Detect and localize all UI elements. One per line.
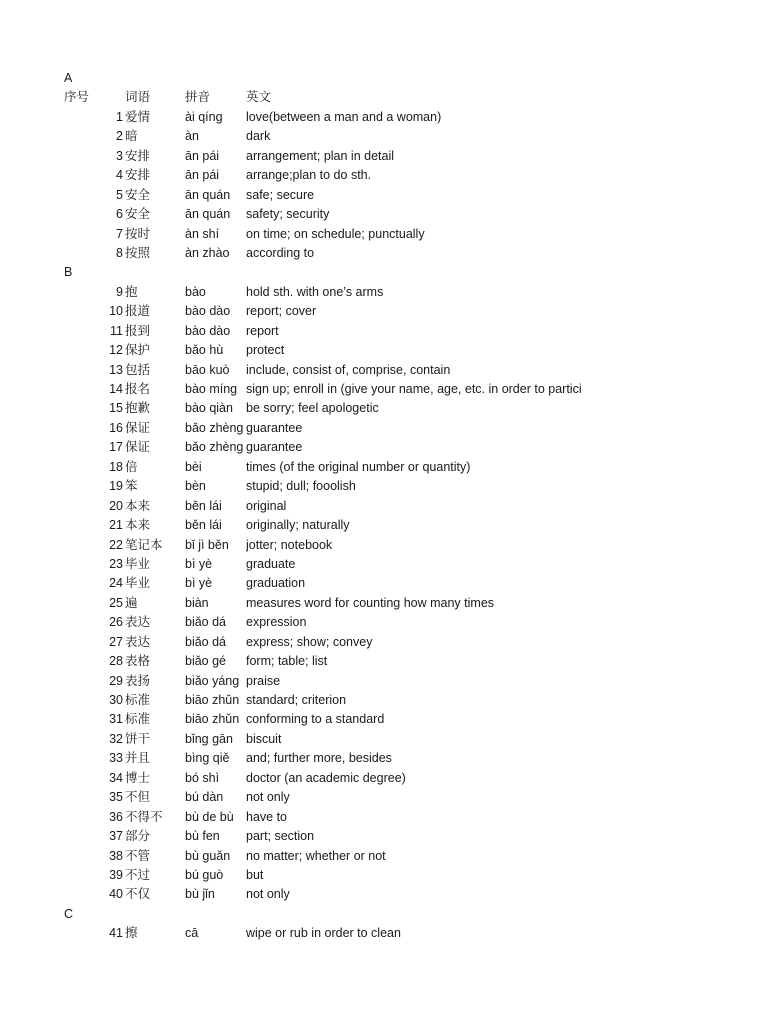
entry-meaning: love(between a man and a woman) (246, 109, 442, 124)
entry-word: 毕业 (125, 576, 151, 591)
header-meaning: 英文 (246, 90, 272, 105)
entry-meaning: safety; security (246, 207, 330, 222)
entry-meaning: conforming to a standard (246, 712, 385, 727)
section-letter: A (64, 71, 73, 85)
vocab-row (0, 847, 768, 866)
entry-word: 保护 (125, 343, 151, 358)
entry-number: 27 (109, 634, 123, 649)
vocab-row (0, 730, 768, 749)
vocab-row (0, 127, 768, 146)
vocab-row (0, 458, 768, 477)
entry-meaning: times (of the original number or quantity) (246, 459, 471, 474)
entry-number: 14 (109, 382, 123, 396)
entry-meaning: arrangement; plan in detail (246, 148, 395, 163)
entry-word: 按时 (125, 226, 151, 241)
vocab-row (0, 283, 768, 302)
entry-meaning: report (246, 323, 279, 338)
vocab-row (0, 808, 768, 827)
entry-pinyin: biǎo yáng (185, 673, 240, 688)
entry-meaning: report; cover (246, 304, 317, 319)
entry-pinyin: ān quán (185, 207, 231, 222)
entry-pinyin: bó shì (185, 770, 220, 785)
vocab-row (0, 672, 768, 691)
entry-word: 报道 (125, 304, 151, 319)
entry-number: 7 (116, 226, 123, 241)
vocab-row (0, 885, 768, 904)
vocab-row (0, 244, 768, 263)
vocab-row (0, 924, 768, 943)
entry-word: 并且 (125, 751, 151, 766)
entry-word: 暗 (125, 129, 138, 144)
entry-number: 12 (109, 343, 123, 358)
entry-pinyin: běn lái (185, 498, 222, 513)
entry-number: 38 (109, 848, 123, 863)
section-letter-row (0, 69, 768, 88)
vocab-row (0, 166, 768, 185)
vocab-row (0, 652, 768, 671)
entry-pinyin: biǎo dá (185, 615, 227, 630)
entry-number: 13 (109, 362, 123, 377)
vocab-row (0, 399, 768, 418)
entry-meaning: not only (246, 790, 290, 805)
entry-pinyin: àn shí (185, 226, 220, 241)
entry-number: 2 (116, 129, 123, 144)
entry-word: 毕业 (125, 556, 151, 571)
entry-pinyin: àn zhào (185, 245, 230, 260)
entry-pinyin: bǐ jì běn (185, 537, 229, 552)
entry-meaning: arrange;plan to do sth. (246, 168, 372, 183)
entry-number: 4 (116, 168, 123, 183)
entry-pinyin: àn (185, 129, 199, 144)
entry-number: 40 (109, 887, 123, 902)
entry-meaning: but (246, 867, 264, 882)
entry-number: 31 (109, 712, 123, 727)
vocab-row (0, 574, 768, 593)
entry-number: 10 (109, 304, 123, 319)
entry-pinyin: biàn (185, 595, 209, 610)
header-word: 词语 (125, 90, 151, 105)
entry-word: 标准 (125, 712, 151, 727)
entry-word: 表达 (125, 634, 151, 649)
entry-word: 保证 (125, 420, 151, 435)
entry-pinyin: bù de bù (185, 809, 234, 824)
entry-word: 笨 (125, 479, 138, 494)
entry-word: 按照 (125, 245, 151, 260)
entry-word: 本来 (125, 518, 151, 533)
entry-number: 1 (116, 109, 123, 124)
entry-meaning: standard; criterion (246, 693, 347, 707)
entry-meaning: sign up; enroll in (give your name, age, etc. in order to partici (246, 382, 582, 396)
entry-number: 8 (116, 245, 123, 260)
entry-word: 保证 (125, 440, 151, 455)
entry-number: 21 (109, 518, 123, 533)
header-row (0, 88, 768, 107)
entry-word: 不仅 (125, 887, 151, 902)
entry-pinyin: biǎo gé (185, 654, 227, 669)
vocab-row (0, 477, 768, 496)
entry-word: 表扬 (125, 673, 151, 688)
entry-meaning: include, consist of, comprise, contain (246, 362, 451, 377)
entry-number: 41 (109, 926, 123, 941)
entry-word: 安排 (125, 148, 151, 163)
entry-pinyin: ān pái (185, 148, 220, 163)
entry-word: 部分 (125, 829, 151, 844)
header-pinyin: 拼音 (185, 90, 211, 105)
entry-word: 饼干 (125, 731, 151, 746)
entry-pinyin: cā (185, 926, 199, 941)
entry-word: 笔记本 (125, 537, 163, 552)
entry-meaning: expression (246, 615, 307, 630)
entry-meaning: original (246, 498, 287, 513)
vocab-row (0, 419, 768, 438)
vocab-row (0, 225, 768, 244)
entry-pinyin: bào dào (185, 304, 231, 319)
vocab-row (0, 302, 768, 321)
entry-number: 32 (109, 731, 123, 746)
entry-pinyin: ài qíng (185, 109, 223, 124)
entry-word: 安排 (125, 168, 151, 183)
vocab-row (0, 613, 768, 632)
entry-pinyin: běn lái (185, 518, 222, 533)
entry-meaning: safe; secure (246, 187, 315, 202)
section-letter: B (64, 265, 73, 280)
entry-meaning: guarantee (246, 440, 303, 455)
entry-word: 不管 (125, 848, 151, 863)
entry-number: 22 (109, 537, 123, 552)
entry-word: 不过 (125, 867, 151, 882)
entry-number: 9 (116, 284, 123, 299)
entry-pinyin: bào (185, 284, 206, 299)
vocab-row (0, 497, 768, 516)
entry-meaning: praise (246, 673, 281, 688)
entry-number: 28 (109, 654, 123, 669)
entry-word: 安全 (125, 187, 151, 202)
entry-number: 18 (109, 459, 123, 474)
entry-word: 本来 (125, 498, 151, 513)
vocab-row (0, 594, 768, 613)
entry-meaning: not only (246, 887, 290, 902)
entry-word: 表达 (125, 615, 151, 630)
entry-word: 报名 (125, 382, 151, 396)
vocab-row (0, 186, 768, 205)
entry-word: 擦 (125, 926, 138, 941)
entry-word: 遍 (125, 595, 138, 610)
entry-pinyin: biāo zhǔn (185, 693, 240, 707)
entry-number: 36 (109, 809, 123, 824)
entry-word: 表格 (125, 654, 151, 669)
vocab-row (0, 691, 768, 710)
entry-meaning: hold sth. with one’s arms (246, 284, 384, 299)
entry-meaning: dark (246, 129, 271, 144)
entry-pinyin: ān pái (185, 168, 220, 183)
entry-pinyin: bì yè (185, 576, 213, 591)
entry-number: 34 (109, 770, 123, 785)
vocab-row (0, 516, 768, 535)
entry-pinyin: bù jǐn (185, 887, 215, 902)
entry-pinyin: bǎo zhèng (185, 420, 244, 435)
entry-meaning: biscuit (246, 731, 282, 746)
entry-number: 25 (109, 595, 123, 610)
entry-pinyin: bú guò (185, 867, 224, 882)
entry-number: 23 (109, 556, 123, 571)
entry-meaning: jotter; notebook (246, 537, 333, 552)
entry-meaning: guarantee (246, 420, 303, 435)
vocab-row (0, 205, 768, 224)
vocab-row (0, 438, 768, 457)
entry-word: 标准 (125, 693, 151, 707)
section-letter: C (64, 906, 74, 921)
entry-pinyin: ān quán (185, 187, 231, 202)
entry-meaning: according to (246, 245, 315, 260)
entry-number: 26 (109, 615, 123, 630)
entry-meaning: on time; on schedule; punctually (246, 226, 425, 241)
entry-number: 16 (109, 420, 123, 435)
vocab-row (0, 788, 768, 807)
vocab-row (0, 380, 768, 399)
vocab-row (0, 108, 768, 127)
entry-pinyin: bǎo zhèng (185, 440, 244, 455)
entry-word: 倍 (125, 459, 138, 474)
vocabulary-sheet (0, 69, 768, 944)
vocab-row (0, 536, 768, 555)
entry-pinyin: biǎo dá (185, 634, 227, 649)
entry-pinyin: bào qiàn (185, 401, 233, 416)
entry-number: 11 (110, 323, 123, 338)
entry-meaning: express; show; convey (246, 634, 373, 649)
entry-meaning: measures word for counting how many times (246, 595, 495, 610)
entry-number: 6 (116, 207, 123, 222)
vocab-row (0, 322, 768, 341)
vocab-row (0, 827, 768, 846)
entry-number: 24 (109, 576, 123, 591)
header-index: 序号 (64, 90, 90, 105)
entry-meaning: doctor (an academic degree) (246, 770, 406, 785)
entry-meaning: graduation (246, 576, 306, 591)
entry-pinyin: bù guǎn (185, 848, 231, 863)
entry-meaning: and; further more, besides (246, 751, 392, 766)
entry-pinyin: bāo kuò (185, 362, 230, 377)
entry-number: 33 (109, 751, 123, 766)
entry-pinyin: bǎo hù (185, 343, 224, 358)
entry-number: 39 (109, 867, 123, 882)
entry-number: 19 (109, 479, 123, 494)
entry-meaning: originally; naturally (246, 518, 350, 533)
vocab-row (0, 147, 768, 166)
section-letter-row (0, 263, 768, 282)
entry-meaning: stupid; dull; fooolish (246, 479, 356, 494)
vocab-row (0, 555, 768, 574)
entry-meaning: form; table; list (246, 654, 328, 669)
entry-word: 安全 (125, 207, 151, 222)
entry-number: 30 (109, 693, 123, 707)
entry-meaning: wipe or rub in order to clean (246, 926, 401, 941)
entry-number: 5 (116, 187, 123, 202)
entry-pinyin: bìng qiě (185, 751, 230, 766)
entry-number: 35 (109, 790, 123, 805)
entry-meaning: be sorry; feel apologetic (246, 401, 379, 416)
entry-word: 报到 (125, 323, 151, 338)
entry-meaning: have to (246, 809, 288, 824)
entry-pinyin: bèn (185, 479, 206, 494)
entry-meaning: protect (246, 343, 285, 358)
entry-word: 抱 (125, 284, 138, 299)
section-letter-row (0, 905, 768, 924)
entry-number: 37 (109, 829, 123, 844)
vocab-row (0, 361, 768, 380)
entry-number: 29 (109, 673, 123, 688)
entry-pinyin: bào míng (185, 382, 238, 396)
vocab-row (0, 749, 768, 768)
entry-number: 20 (109, 498, 123, 513)
vocab-row (0, 866, 768, 885)
vocab-row (0, 633, 768, 652)
entry-word: 不但 (125, 790, 151, 805)
entry-number: 3 (116, 148, 123, 163)
entry-word: 包括 (125, 362, 151, 377)
vocab-row (0, 341, 768, 360)
entry-meaning: graduate (246, 556, 296, 571)
entry-meaning: no matter; whether or not (246, 848, 386, 863)
vocab-row (0, 769, 768, 788)
entry-pinyin: bù fen (185, 829, 220, 844)
entry-pinyin: bì yè (185, 556, 213, 571)
entry-word: 博士 (125, 770, 151, 785)
entry-number: 15 (109, 401, 123, 416)
vocab-row (0, 710, 768, 729)
entry-pinyin: bèi (185, 459, 202, 474)
entry-pinyin: biāo zhǔn (185, 712, 240, 727)
entry-pinyin: bào dào (185, 323, 231, 338)
entry-pinyin: bǐng gān (185, 731, 233, 746)
entry-word: 爱情 (125, 109, 151, 124)
entry-word: 抱歉 (125, 401, 151, 416)
entry-pinyin: bú dàn (185, 790, 224, 805)
entry-number: 17 (109, 440, 123, 455)
entry-meaning: part; section (246, 829, 315, 844)
entry-word: 不得不 (125, 809, 163, 824)
